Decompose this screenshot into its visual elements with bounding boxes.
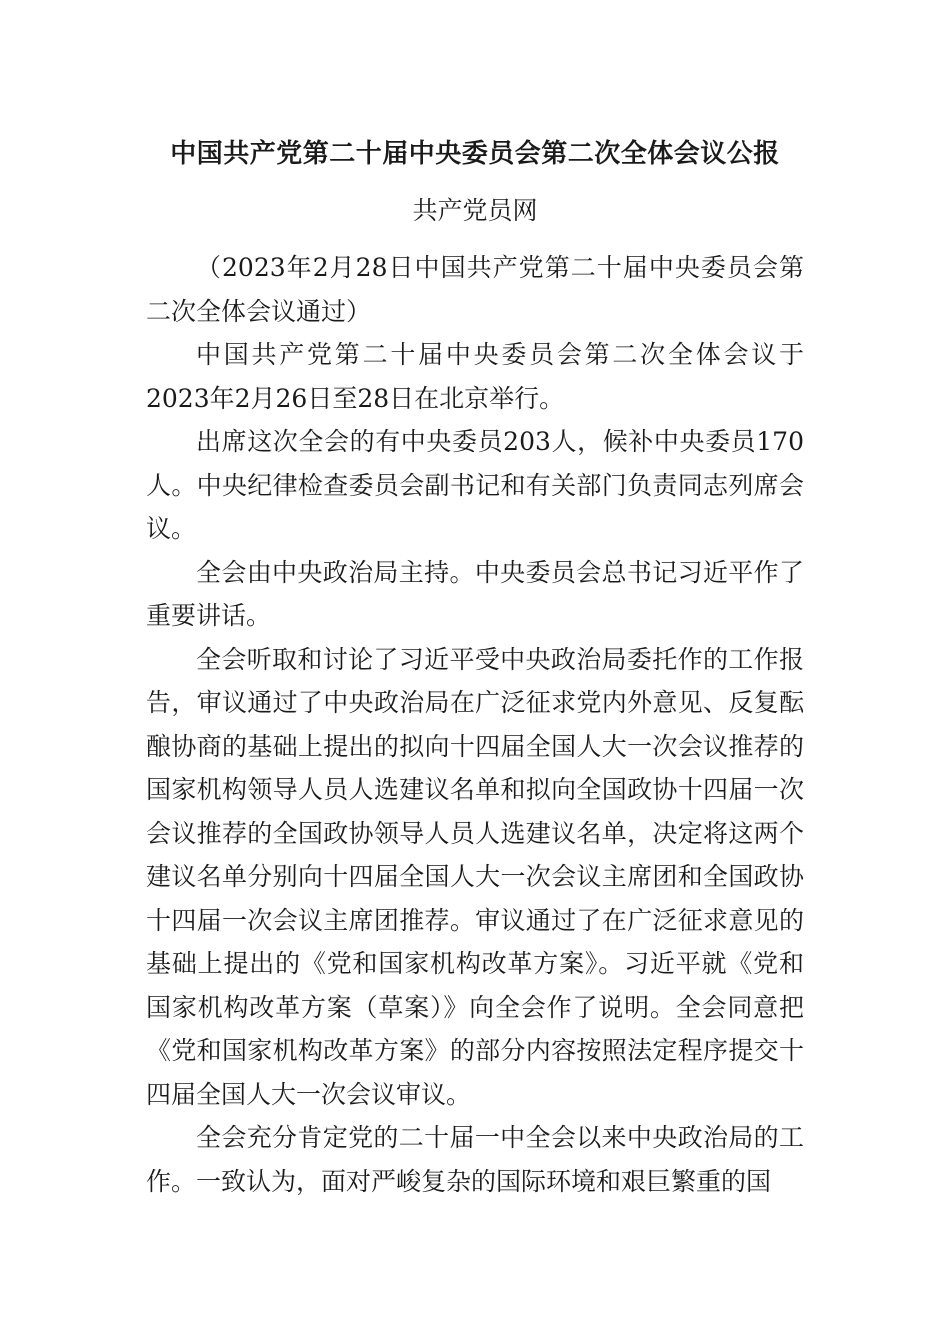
document-body xyxy=(146,246,804,1203)
document-title: 中国共产党第二十届中央委员会第二次全体会议公报 xyxy=(170,139,780,169)
paragraph-adoption-note: （2023年2月28日中国共产党第二十届中央委员会第二次全体会议通过） xyxy=(146,253,804,326)
paragraph-presided: 全会由中央政治局主持。中央委员会总书记习近平作了重要讲话。 xyxy=(146,557,804,630)
paragraph-report: 全会听取和讨论了习近平受中央政治局委托作的工作报告，审议通过了中央政治局在广泛征求党内外意见、反复酝酿协商的基础上提出的拟向十四届全国人大一次会议推荐的国家机构领导人员人选建议名单和拟向全国政协十四届一次会议推荐的全国政协领导人员人选建议名单，决定将这两个建议名单分别向十四届全国人大一次会议主席团和全国政协十四届一次会议主席团推荐。审议通过了在广泛征求意见的基础上提出的《党和国家机构改革方案》。习近平就《党和国家机构改革方案（草案）》向全会作了说明。全会同意把《党和国家机构改革方案》的部分内容按照法定程序提交十四届全国人大一次会议审议。 xyxy=(146,644,804,1109)
document-source: 共产党员网 xyxy=(412,196,538,225)
paragraph-affirmation: 全会充分肯定党的二十届一中全会以来中央政治局的工作。一致认为，面对严峻复杂的国际环境和艰巨繁重的国 xyxy=(146,1123,804,1196)
paragraph-attendance: 出席这次全会的有中央委员203人，候补中央委员170人。中央纪律检查委员会副书记和有关部门负责同志列席会议。 xyxy=(146,427,804,543)
paragraph-meeting-date: 中国共产党第二十届中央委员会第二次全体会议于2023年2月26日至28日在北京举行。 xyxy=(146,340,804,413)
